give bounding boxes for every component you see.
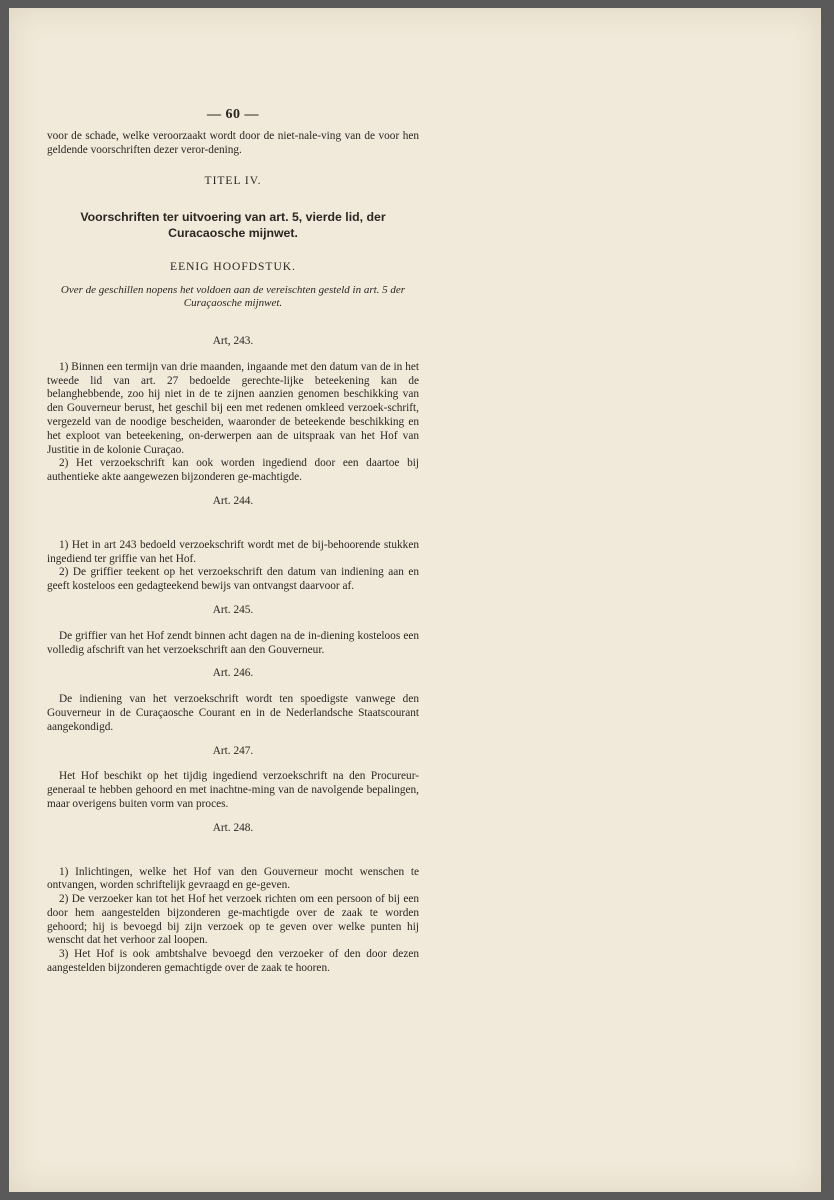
article-244: [47, 495, 419, 594]
article-paragraph: 2) De verzoeker kan tot het Hof het verzoek richten om een persoon of bij een door hem aangestelden bijzonderen ge-machtigde over de zaak te worden gehoord; hij is bevoegd bij zijn verzoek op te geven over welke punten hij wenscht dat het verhoor zal loopen.: [47, 893, 419, 947]
document-page: [9, 8, 821, 1192]
article-paragraph: 1) Binnen een termijn van drie maanden, ingaande met den datum van de in het tweede lid van art. 27 bedoelde gerechte-lijke beteekening kan de belanghebbende, zoo hij niet in de te zijnen aanzien genomen beschikking van den Gouverneur berust, het geschil bij een met redenen omkleed verzoek-schrift, vergezeld van de noodige bescheiden, waaronder de beteekende beschikking en het exploot van beteekening, on-derwerpen aan de uitspraak van het Hof van Justitie in de kolonie Curaçao.: [47, 360, 419, 456]
text-column: [47, 108, 419, 976]
article-paragraph: 1) Inlichtingen, welke het Hof van den Gouverneur mocht wenschen te ontvangen, worden schriftelijk gevraagd en ge-geven.: [47, 865, 419, 892]
article-paragraph: 2) Het verzoekschrift kan ook worden ingediend door een daartoe bij authentieke akte aangewezen bijzonderen ge-machtigde.: [47, 457, 419, 484]
article-title: Art. 245.: [212, 603, 254, 616]
article-title: Art, 243.: [212, 334, 254, 347]
chapter-heading: EENIG HOOFDSTUK.: [170, 261, 296, 274]
page-number: — 60 —: [207, 107, 259, 122]
article-title: Art. 246.: [212, 667, 254, 680]
article-246: [47, 667, 419, 734]
article-paragraph: 3) Het Hof is ook ambtshalve bevoegd den verzoeker of den door dezen aangestelden bijzonderen gemachtigde over de zaak te hooren.: [47, 948, 419, 975]
section-heading: Voorschriften ter uitvoering van art. 5, vierde lid, der Curacaosche mijnwet.: [80, 210, 386, 241]
article-paragraph: De griffier van het Hof zendt binnen acht dagen na de in-diening kosteloos een volledig afschrift van het verzoekschrift aan den Gouverneur.: [47, 629, 419, 656]
article-247: [47, 745, 419, 812]
article-243: [47, 335, 419, 485]
article-title: Art. 244.: [212, 494, 254, 507]
chapter-subtitle: Over de geschillen nopens het voldoen aan de vereischten gesteld in art. 5 der Curaçaosche mijnwet.: [60, 283, 406, 310]
article-paragraph: 1) Het in art 243 bedoeld verzoekschrift wordt met de bij-behoorende stukken ingediend ter griffie van het Hof.: [47, 538, 419, 565]
article-248: [47, 822, 419, 976]
article-title: Art. 248.: [212, 821, 254, 834]
article-paragraph: Het Hof beschikt op het tijdig ingediend verzoekschrift na den Procureur-generaal te hebben gehoord en met inachtne-ming van de navolgende bepalingen, maar overigens buiten vorm van proces.: [47, 770, 419, 810]
article-paragraph: De indiening van het verzoekschrift wordt ten spoedigste vanwege den Gouverneur in de Curaçaosche Courant en in de Nederlandsche Staatscourant aangekondigd.: [47, 693, 419, 733]
article-245: [47, 604, 419, 657]
article-title: Art. 247.: [212, 744, 254, 757]
article-paragraph: 2) De griffier teekent op het verzoekschrift den datum van indiening aan en geeft kosteloos een gedagteekend bewijs van ontvangst daarvoor af.: [47, 566, 419, 593]
intro-paragraph: voor de schade, welke veroorzaakt wordt door de niet-nale-ving van de voor hen geldende voorschriften dezer veror-dening.: [47, 129, 419, 156]
titel-heading: TITEL IV.: [204, 175, 262, 188]
